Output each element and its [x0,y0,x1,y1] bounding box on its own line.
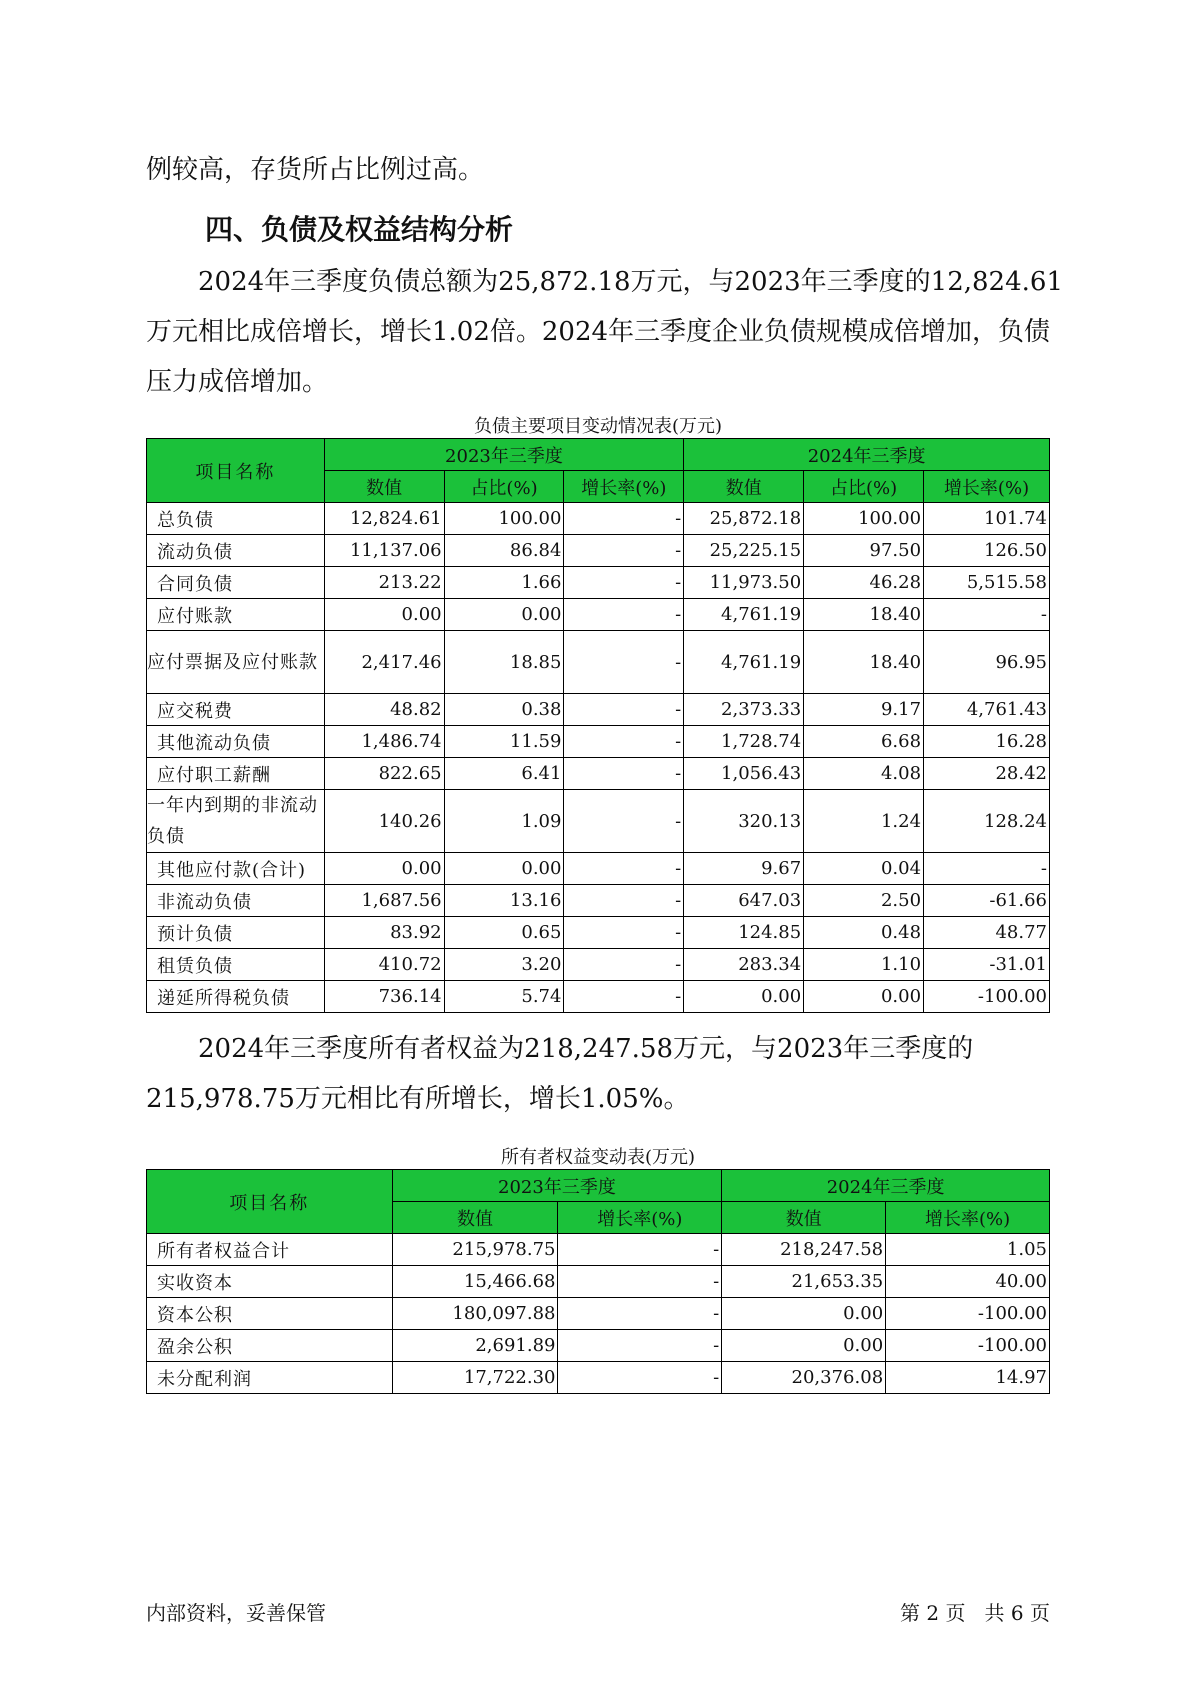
table-row [147,758,1050,790]
cell-a-share: 18.85 [444,631,564,694]
equity-table-caption: 所有者权益变动表(万元) [500,1147,696,1168]
cell-b-growth: 48.77 [924,917,1050,949]
share-column-header: 占比(%) [444,471,564,503]
cell-a-val: 213.22 [324,567,444,599]
liability-summary-paragraph: 2024年三季度负债总额为25,872.18万元，与2023年三季度的12,824.61万元相比成倍增长，增长1.02倍。2024年三季度企业负债规模成倍增加，负债压力成倍增加。 [146,267,1063,397]
row-label-cell: 实收资本 [147,1266,393,1298]
name-column-header: 项目名称 [147,1170,393,1234]
cell-a-val: 215,978.75 [392,1234,558,1266]
cell-b-share: 18.40 [804,631,924,694]
cell-a-share: 3.20 [444,949,564,981]
cell-b-share: 9.17 [804,694,924,726]
cell-a-share: 1.66 [444,567,564,599]
table-row [147,631,1050,694]
cell-a-val: 822.65 [324,758,444,790]
cell-a-growth: - [564,981,684,1013]
cell-a-share: 0.00 [444,853,564,885]
table-row [147,694,1050,726]
table-row [147,535,1050,567]
cell-b-val: 1,728.74 [684,726,804,758]
table-row [147,1362,1050,1394]
cell-a-val: 0.00 [324,853,444,885]
cell-a-growth: - [564,885,684,917]
cell-b-growth: 16.28 [924,726,1050,758]
cell-b-growth: 101.74 [924,503,1050,535]
table-row [147,1330,1050,1362]
table-row [147,1266,1050,1298]
cell-a-share: 100.00 [444,503,564,535]
cell-a-val: 15,466.68 [392,1266,558,1298]
footer-confidential-note: 内部资料，妥善保管 [146,1601,326,1625]
cell-b-val: 218,247.58 [722,1234,886,1266]
cell-b-growth: 128.24 [924,790,1050,853]
cell-b-share: 18.40 [804,599,924,631]
cell-a-val: 12,824.61 [324,503,444,535]
cell-b-share: 6.68 [804,726,924,758]
row-label-cell: 预计负债 [147,917,325,949]
cell-a-val: 11,137.06 [324,535,444,567]
cell-b-growth: 40.00 [886,1266,1050,1298]
cell-b-val: 0.00 [722,1330,886,1362]
cell-a-growth: - [558,1266,722,1298]
cell-a-growth: - [564,726,684,758]
cell-a-growth: - [558,1362,722,1394]
cell-b-val: 4,761.19 [684,599,804,631]
cell-a-growth: - [564,694,684,726]
cell-b-growth: 5,515.58 [924,567,1050,599]
cell-a-growth: - [564,790,684,853]
growth-column-header: 增长率(%) [924,471,1050,503]
cell-a-share: 11.59 [444,726,564,758]
cell-a-growth: - [558,1330,722,1362]
cell-b-growth: -100.00 [886,1298,1050,1330]
cell-b-share: 0.00 [804,981,924,1013]
section-heading: 四、负债及权益结构分析 [205,213,514,246]
liability-table [146,438,1050,1013]
cell-b-val: 1,056.43 [684,758,804,790]
cell-a-val: 1,486.74 [324,726,444,758]
cell-a-val: 83.92 [324,917,444,949]
cell-a-val: 2,691.89 [392,1330,558,1362]
row-label-cell: 盈余公积 [147,1330,393,1362]
cell-b-growth: - [924,599,1050,631]
cell-b-share: 46.28 [804,567,924,599]
row-label-cell: 未分配利润 [147,1362,393,1394]
cell-b-val: 4,761.19 [684,631,804,694]
cell-b-growth: 126.50 [924,535,1050,567]
row-label-cell: 流动负债 [147,535,325,567]
cell-a-growth: - [564,949,684,981]
liability-table-caption: 负债主要项目变动情况表(万元) [473,416,723,437]
row-label-cell: 租赁负债 [147,949,325,981]
growth-column-header: 增长率(%) [886,1202,1050,1234]
cell-b-val: 25,225.15 [684,535,804,567]
name-column-header: 项目名称 [147,439,325,503]
cell-b-val: 320.13 [684,790,804,853]
period-2023-header: 2023年三季度 [324,439,684,471]
cell-a-growth: - [564,853,684,885]
cell-b-val: 647.03 [684,885,804,917]
cell-a-growth: - [558,1234,722,1266]
cell-a-val: 140.26 [324,790,444,853]
cell-b-share: 1.24 [804,790,924,853]
table-row [147,885,1050,917]
cell-a-growth: - [564,567,684,599]
cell-b-val: 9.67 [684,853,804,885]
cell-a-share: 1.09 [444,790,564,853]
cell-b-growth: 14.97 [886,1362,1050,1394]
cell-b-val: 0.00 [722,1298,886,1330]
cell-a-share: 13.16 [444,885,564,917]
cell-b-val: 0.00 [684,981,804,1013]
cell-b-growth: -100.00 [886,1330,1050,1362]
cell-a-growth: - [564,917,684,949]
growth-column-header: 增长率(%) [564,471,684,503]
cell-a-growth: - [564,599,684,631]
cell-b-growth: 96.95 [924,631,1050,694]
cell-b-growth: 28.42 [924,758,1050,790]
period-2024-header: 2024年三季度 [722,1170,1050,1202]
equity-table [146,1169,1050,1394]
cell-b-growth: 4,761.43 [924,694,1050,726]
row-label-cell: 应付账款 [147,599,325,631]
cell-b-growth: - [924,853,1050,885]
cell-a-val: 2,417.46 [324,631,444,694]
continuation-paragraph: 例较高，存货所占比例过高。 [146,155,485,185]
cell-a-val: 410.72 [324,949,444,981]
row-label-cell: 其他流动负债 [147,726,325,758]
cell-a-growth: - [564,535,684,567]
cell-b-share: 1.10 [804,949,924,981]
table-row [147,599,1050,631]
value-column-header: 数值 [684,471,804,503]
growth-column-header: 增长率(%) [558,1202,722,1234]
cell-b-share: 100.00 [804,503,924,535]
cell-b-share: 97.50 [804,535,924,567]
row-label-cell: 应付票据及应付账款 [147,631,325,694]
table-row [147,503,1050,535]
cell-a-share: 0.00 [444,599,564,631]
cell-a-val: 1,687.56 [324,885,444,917]
cell-a-growth: - [558,1298,722,1330]
table-row [147,567,1050,599]
equity-table-body [147,1234,1050,1394]
cell-b-share: 4.08 [804,758,924,790]
table-row [147,790,1050,853]
table-row [147,726,1050,758]
row-label-cell: 其他应付款(合计) [147,853,325,885]
cell-a-val: 736.14 [324,981,444,1013]
share-column-header: 占比(%) [804,471,924,503]
row-label-cell: 总负债 [147,503,325,535]
cell-b-val: 124.85 [684,917,804,949]
row-label-cell: 资本公积 [147,1298,393,1330]
cell-b-val: 11,973.50 [684,567,804,599]
table-row [147,917,1050,949]
row-label-cell: 非流动负债 [147,885,325,917]
value-column-header: 数值 [392,1202,558,1234]
cell-b-val: 2,373.33 [684,694,804,726]
period-2024-header: 2024年三季度 [684,439,1050,471]
cell-b-val: 20,376.08 [722,1362,886,1394]
table-row [147,949,1050,981]
cell-b-share: 0.04 [804,853,924,885]
footer-page-number: 第 2 页 共 6 页 [900,1601,1050,1625]
row-label-cell: 递延所得税负债 [147,981,325,1013]
equity-summary-paragraph: 2024年三季度所有者权益为218,247.58万元，与2023年三季度的215,978.75万元相比有所增长，增长1.05%。 [146,1034,974,1114]
cell-a-val: 48.82 [324,694,444,726]
cell-a-growth: - [564,758,684,790]
row-label-cell: 合同负债 [147,567,325,599]
cell-a-share: 6.41 [444,758,564,790]
period-2023-header: 2023年三季度 [392,1170,722,1202]
cell-b-share: 2.50 [804,885,924,917]
table-row [147,1234,1050,1266]
cell-b-val: 283.34 [684,949,804,981]
cell-b-growth: 1.05 [886,1234,1050,1266]
cell-a-share: 86.84 [444,535,564,567]
cell-a-val: 17,722.30 [392,1362,558,1394]
row-label-cell: 一年内到期的非流动负债 [147,790,325,853]
table-row [147,1298,1050,1330]
cell-a-share: 0.38 [444,694,564,726]
cell-b-val: 21,653.35 [722,1266,886,1298]
row-label-cell: 应付职工薪酬 [147,758,325,790]
liability-table-body [147,503,1050,1013]
row-label-cell: 所有者权益合计 [147,1234,393,1266]
cell-a-val: 0.00 [324,599,444,631]
value-column-header: 数值 [722,1202,886,1234]
cell-b-growth: -61.66 [924,885,1050,917]
value-column-header: 数值 [324,471,444,503]
table-row [147,853,1050,885]
cell-a-growth: - [564,631,684,694]
cell-b-val: 25,872.18 [684,503,804,535]
cell-b-growth: -100.00 [924,981,1050,1013]
table-row [147,981,1050,1013]
cell-a-growth: - [564,503,684,535]
cell-b-share: 0.48 [804,917,924,949]
cell-a-share: 5.74 [444,981,564,1013]
row-label-cell: 应交税费 [147,694,325,726]
cell-b-growth: -31.01 [924,949,1050,981]
cell-a-share: 0.65 [444,917,564,949]
cell-a-val: 180,097.88 [392,1298,558,1330]
